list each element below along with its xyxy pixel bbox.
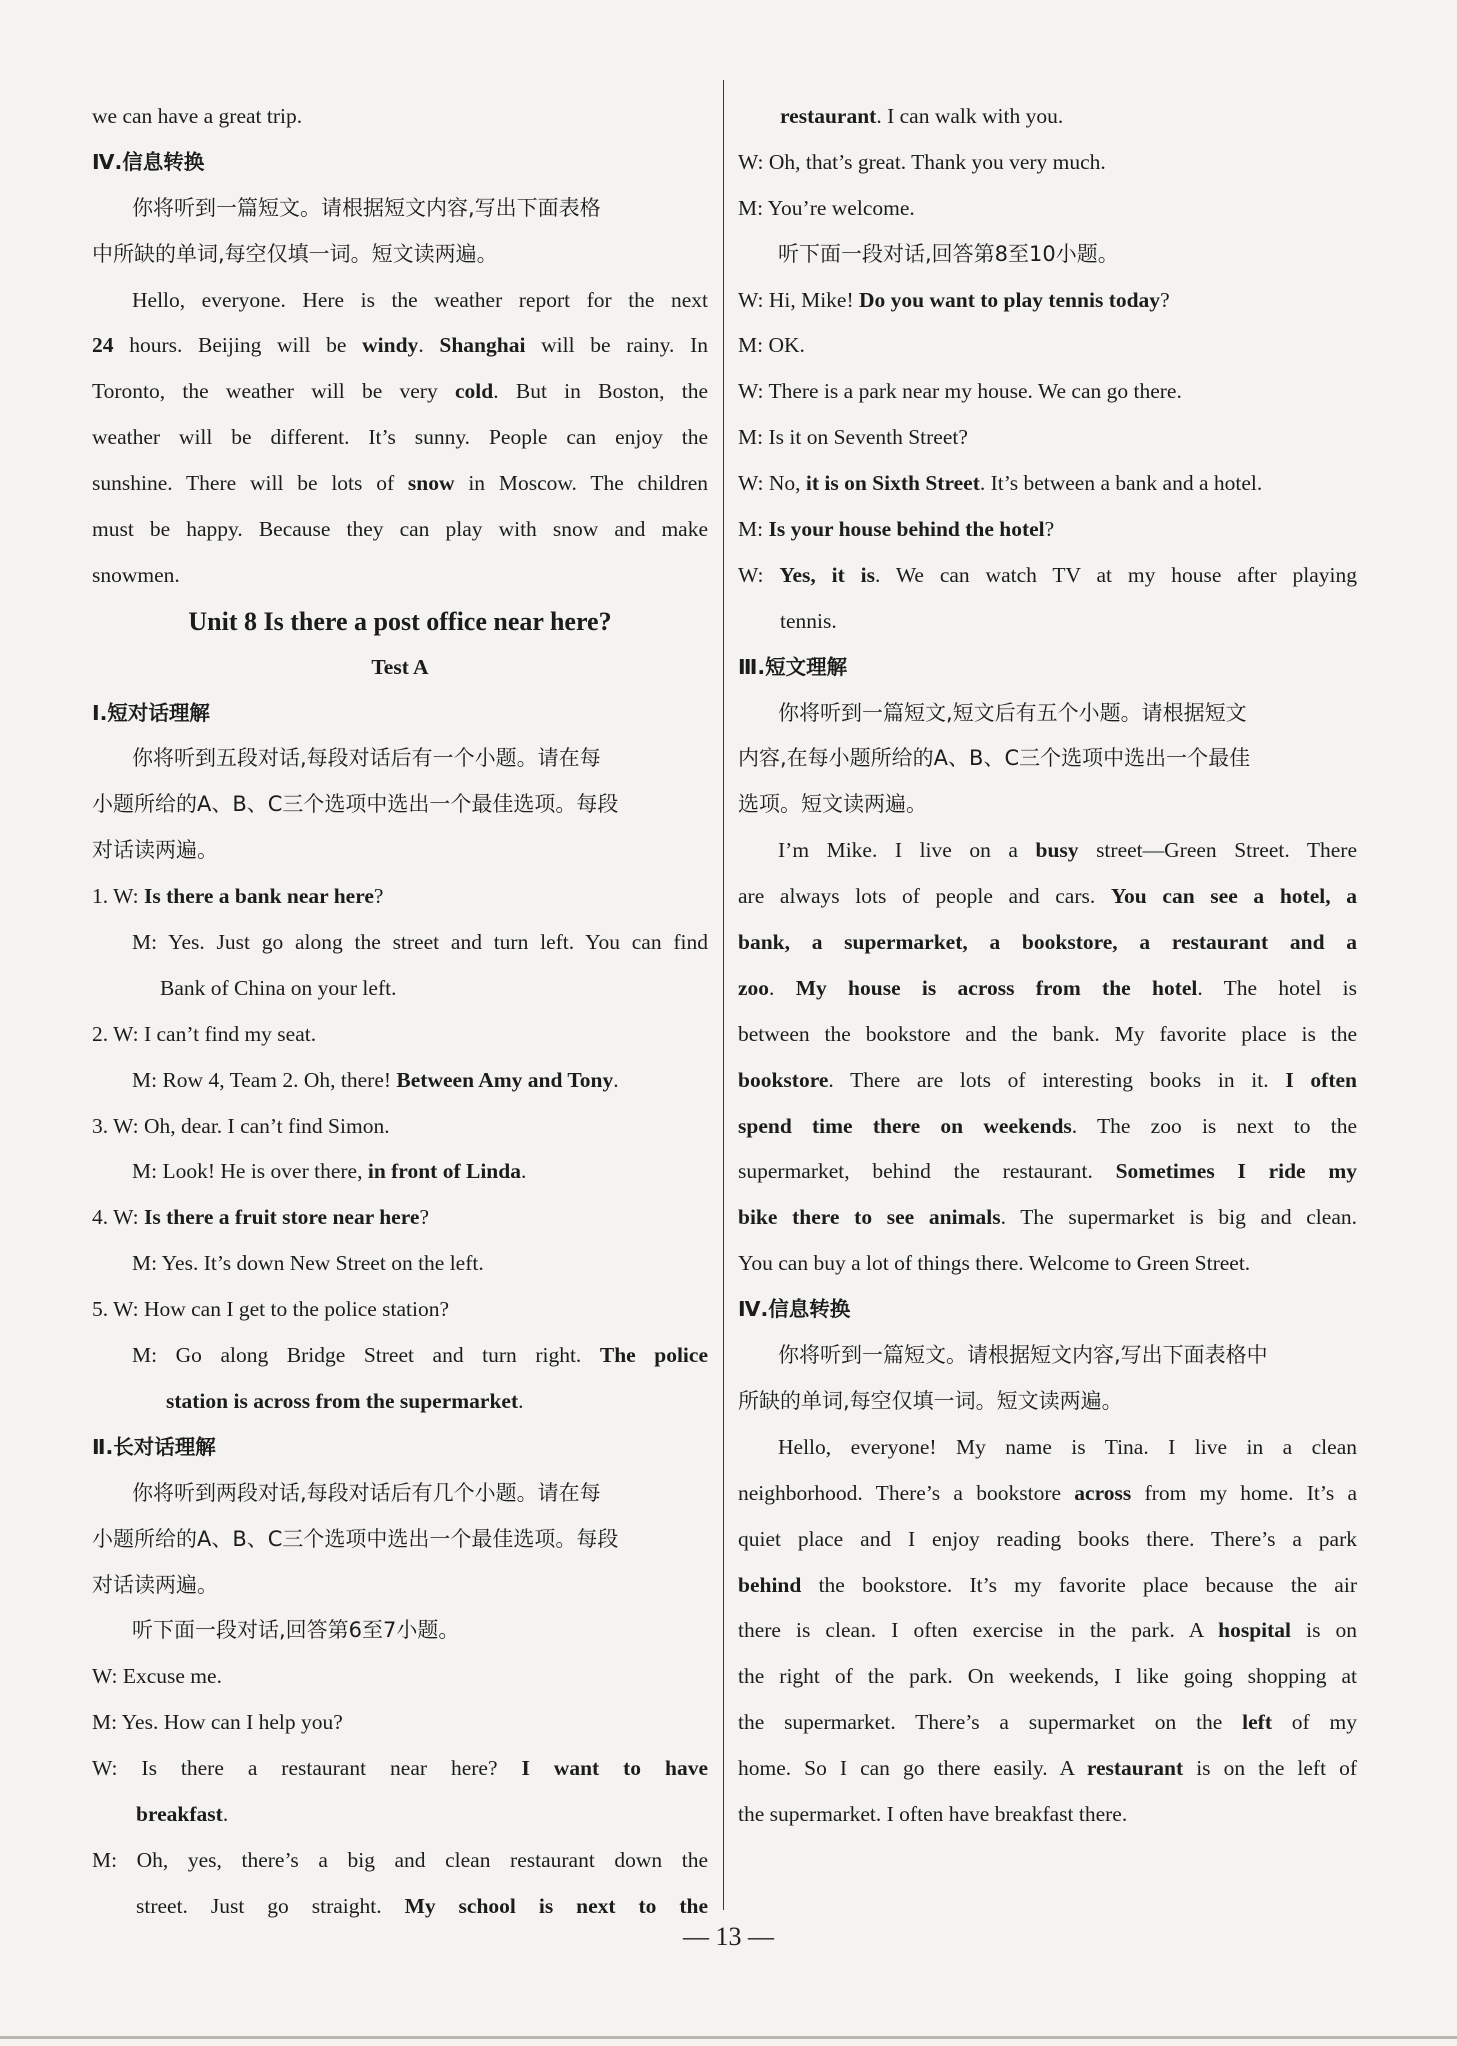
text-line: Hello, everyone! My name is Tina. I live in a clean [778, 1434, 1357, 1459]
text-line: the right of the park. On weekends, I like going shopping at [738, 1664, 1357, 1689]
text-line: are always lots of people and cars. You can see a hotel, a [738, 884, 1357, 909]
dialogue-line: W: Yes, it is. We can watch TV at my house after playing [738, 562, 1357, 587]
dialogue-line: restaurant. I can walk with you. [780, 104, 1064, 128]
text-line: quiet place and I enjoy reading books there. There’s a park [738, 1526, 1357, 1551]
instruction-line: 内容,在每小题所给的A、B、C三个选项中选出一个最佳 [738, 746, 1251, 771]
dialogue-line: M: You’re welcome. [738, 195, 915, 220]
text-line: must be happy. Because they can play with snow and make [92, 517, 708, 542]
instruction-line: 你将听到两段对话,每段对话后有几个小题。请在每 [132, 1480, 601, 1505]
dialogue-line: 3. W: Oh, dear. I can’t find Simon. [92, 1113, 390, 1138]
dialogue-line: 1. W: Is there a bank near here? [92, 884, 384, 909]
text-line: Toronto, the weather will be very cold. But in Boston, the [92, 379, 708, 404]
dialogue-line: station is across from the supermarket. [166, 1388, 524, 1413]
dialogue-line: Bank of China on your left. [160, 975, 397, 1000]
dialogue-line: M: Yes. Just go along the street and turn left. You can find [132, 930, 708, 955]
text-line: 24 hours. Beijing will be windy. Shanghai will be rainy. In [92, 333, 708, 358]
dialogue-line: 4. W: Is there a fruit store near here? [92, 1205, 429, 1230]
dialogue-line: M: Go along Bridge Street and turn right. The police [132, 1343, 708, 1368]
dialogue-line: tennis. [780, 608, 837, 633]
column-divider [723, 80, 724, 1910]
instruction-line: 中所缺的单词,每空仅填一词。短文读两遍。 [92, 241, 498, 266]
text-line: spend time there on weekends. The zoo is next to the [738, 1113, 1357, 1138]
text-line: sunshine. There will be lots of snow in Moscow. The children [92, 471, 708, 496]
dialogue-line: street. Just go straight. My school is next to the [136, 1893, 708, 1918]
dialogue-line: W: Is there a restaurant near here? I want to have [92, 1756, 708, 1781]
dialogue-line: M: Look! He is over there, in front of Linda. [132, 1159, 527, 1184]
text-line: home. So I can go there easily. A restaurant is on the left of [738, 1756, 1357, 1781]
text-line: the supermarket. There’s a supermarket on the left of my [738, 1710, 1357, 1735]
text-line: the supermarket. I often have breakfast there. [738, 1801, 1128, 1826]
text-line: I’m Mike. I live on a busy street—Green Street. There [778, 838, 1357, 863]
text-line: neighborhood. There’s a bookstore across from my home. It’s a [738, 1480, 1357, 1505]
text-line: bike there to see animals. The supermarket is big and clean. [738, 1205, 1357, 1230]
page-number: — 13 — [683, 1922, 774, 1951]
instruction-line: 小题所给的A、B、C三个选项中选出一个最佳选项。每段 [92, 792, 619, 817]
left-column [92, 94, 708, 1930]
dialogue-line: 2. W: I can’t find my seat. [92, 1021, 317, 1046]
unit-title: Unit 8 Is there a post office near here? [188, 606, 612, 636]
section-title: Ⅳ.信息转换 [738, 1297, 851, 1322]
instruction-line: 你将听到五段对话,每段对话后有一个小题。请在每 [132, 746, 601, 771]
instruction-line: 你将听到一篇短文,短文后有五个小题。请根据短文 [778, 700, 1247, 725]
dialogue-line: W: Excuse me. [92, 1664, 222, 1689]
instruction-line: 所缺的单词,每空仅填一词。短文读两遍。 [738, 1388, 1123, 1413]
right-column [738, 94, 1357, 1838]
text-line: bookstore. There are lots of interesting books in it. I often [738, 1067, 1357, 1092]
dialogue-line: M: Oh, yes, there’s a big and clean restaurant down the [92, 1847, 708, 1872]
dialogue-line: M: Is it on Seventh Street? [738, 425, 968, 450]
dialogue-line: W: Oh, that’s great. Thank you very much. [738, 149, 1106, 174]
section-title: Ⅱ.长对话理解 [92, 1434, 216, 1459]
instruction-line: 你将听到一篇短文。请根据短文内容,写出下面表格中 [778, 1343, 1268, 1368]
text-line: zoo. My house is across from the hotel. The hotel is [738, 975, 1357, 1000]
dialogue-intro: 听下面一段对话,回答第6至7小题。 [132, 1618, 460, 1643]
section-title: Ⅲ.短文理解 [738, 654, 848, 679]
text-line: Hello, everyone. Here is the weather report for the next [132, 287, 708, 312]
text-line: there is clean. I often exercise in the park. A hospital is on [738, 1618, 1357, 1643]
dialogue-line: M: Row 4, Team 2. Oh, there! Between Amy and Tony. [132, 1067, 619, 1092]
instruction-line: 对话读两遍。 [92, 838, 218, 863]
text-line: bank, a supermarket, a bookstore, a restaurant and a [738, 930, 1357, 955]
bottom-edge [0, 2036, 1457, 2039]
dialogue-line: 5. W: How can I get to the police station? [92, 1297, 450, 1322]
text-line: behind the bookstore. It’s my favorite place because the air [738, 1572, 1357, 1597]
instruction-line: 对话读两遍。 [92, 1572, 218, 1597]
instruction-line: 选项。短文读两遍。 [738, 792, 927, 817]
dialogue-line: breakfast. [136, 1801, 229, 1826]
instruction-line: 小题所给的A、B、C三个选项中选出一个最佳选项。每段 [92, 1526, 619, 1551]
section-title: Ⅳ.信息转换 [92, 149, 205, 174]
section-title: Ⅰ.短对话理解 [92, 700, 210, 725]
dialogue-line: M: Yes. How can I help you? [92, 1710, 343, 1735]
dialogue-line: W: There is a park near my house. We can go there. [738, 379, 1182, 404]
text-line: snowmen. [92, 562, 180, 587]
dialogue-line: M: OK. [738, 333, 805, 358]
test-title: Test A [371, 654, 429, 679]
text-line: weather will be different. It’s sunny. People can enjoy the [92, 425, 708, 450]
text-line: supermarket, behind the restaurant. Sometimes I ride my [738, 1159, 1357, 1184]
text-line: we can have a great trip. [92, 104, 303, 128]
instruction-line: 你将听到一篇短文。请根据短文内容,写出下面表格 [132, 195, 601, 220]
dialogue-line: M: Is your house behind the hotel? [738, 517, 1055, 542]
dialogue-intro: 听下面一段对话,回答第8至10小题。 [778, 241, 1119, 266]
dialogue-line: W: Hi, Mike! Do you want to play tennis today? [738, 287, 1170, 312]
dialogue-line: W: No, it is on Sixth Street. It’s between a bank and a hotel. [738, 471, 1263, 496]
text-line: between the bookstore and the bank. My favorite place is the [738, 1021, 1357, 1046]
dialogue-line: M: Yes. It’s down New Street on the left. [132, 1251, 484, 1276]
text-line: You can buy a lot of things there. Welcome to Green Street. [738, 1251, 1251, 1276]
